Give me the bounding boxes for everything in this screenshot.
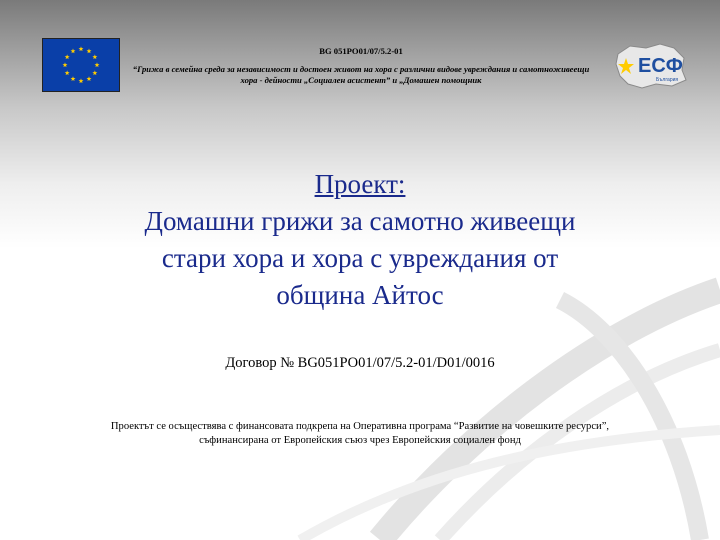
project-title [60, 166, 660, 314]
project-label: Проект: [314, 169, 406, 199]
eu-star-icon [65, 70, 70, 75]
title-line-1: Домашни грижи за самотно живеещи [144, 206, 576, 236]
eu-star-icon [87, 76, 92, 81]
eu-star-icon [79, 78, 84, 83]
funding-note [60, 420, 660, 448]
esf-logo-text: ЕСФ [638, 55, 683, 77]
eu-star-icon [87, 49, 92, 54]
program-code: BG 051PO01/07/5.2-01 [319, 46, 403, 56]
funding-note-line-2: съфинансирана от Европейския съюз чрез Европейския социален фонд [199, 435, 521, 446]
eu-star-icon [92, 70, 97, 75]
header [126, 46, 596, 86]
eu-star-icon [71, 49, 76, 54]
eu-star-icon [63, 62, 68, 67]
title-line-3: община Айтос [276, 280, 444, 310]
program-subtitle: “Грижа в семейна среда за независимост и достоен живот на хора с различни видове увреждания и самотноживеещи хора - дейности „Социален асистент” и „Домашен помощник [132, 64, 590, 85]
contract-number: Договор № BG051PO01/07/5.2-01/D01/0016 [225, 355, 495, 371]
eu-star-icon [95, 62, 100, 67]
title-line-2: стари хора и хора с увреждания от [161, 243, 559, 273]
esf-logo [612, 40, 690, 92]
esf-logo-subtext: България [656, 77, 679, 83]
eu-flag-logo [42, 38, 120, 92]
eu-star-icon [92, 54, 97, 59]
funding-note-line-1: Проектът се осъществява с финансовата подкрепа на Оперативна програма “Развитие на човешките ресурси”, [110, 421, 610, 432]
eu-star-icon [71, 76, 76, 81]
eu-star-icon [79, 46, 84, 51]
eu-star-icon [65, 54, 70, 59]
